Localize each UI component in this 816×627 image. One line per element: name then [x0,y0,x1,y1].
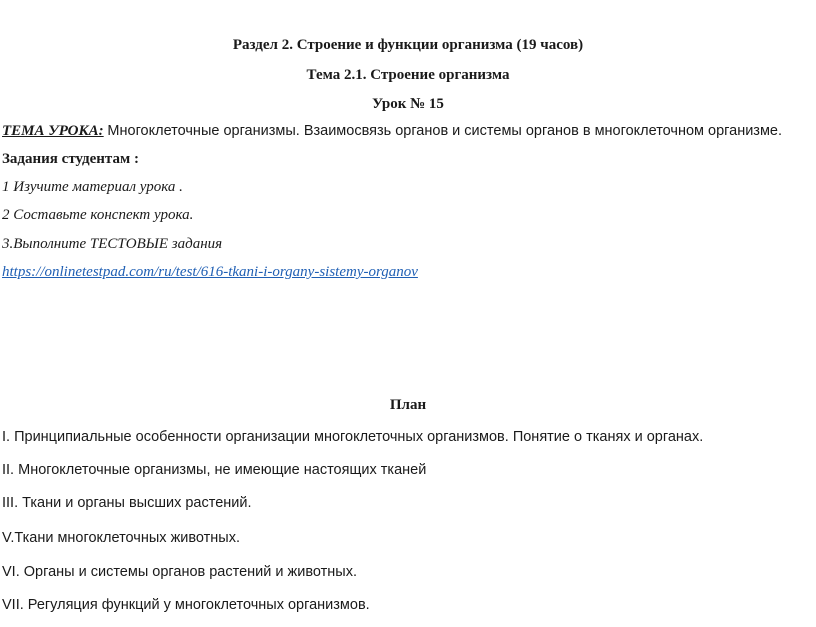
task-item-3: 3.Выполните ТЕСТОВЫЕ задания [2,236,223,252]
plan-item-2: II. Многоклеточные организмы, не имеющие настоящих тканей [2,462,427,478]
lesson-topic-text: Многоклеточные организмы. Взаимосвязь органов и системы органов в многоклеточном организме. [107,123,783,139]
task-item-1: 1 Изучите материал урока . [2,179,183,195]
topic-title: Тема 2.1. Строение организма [306,67,510,83]
plan-item-6: VII. Регуляция функций у многоклеточных организмов. [2,597,370,613]
task-item-2: 2 Составьте конспект урока. [2,207,194,223]
plan-item-5: VI. Органы и системы органов растений и животных. [2,564,357,580]
lesson-title: Урок № 15 [372,96,444,112]
tasks-heading: Задания студентам : [2,151,139,167]
lesson-topic [2,122,782,140]
section-title: Раздел 2. Строение и функции организма (19 часов) [232,37,584,53]
lesson-topic-label: ТЕМА УРОКА: [2,123,104,139]
plan-heading: План [389,397,427,413]
plan-item-4: V.Ткани многоклеточных животных. [2,530,240,546]
plan-item-1: I. Принципиальные особенности организации многоклеточных организмов. Понятие о тканях и органах. [2,429,704,445]
plan-item-3: III. Ткани и органы высших растений. [2,495,252,511]
test-link[interactable]: https://onlinetestpad.com/ru/test/616-tkani-i-organy-sistemy-organov [2,264,418,280]
